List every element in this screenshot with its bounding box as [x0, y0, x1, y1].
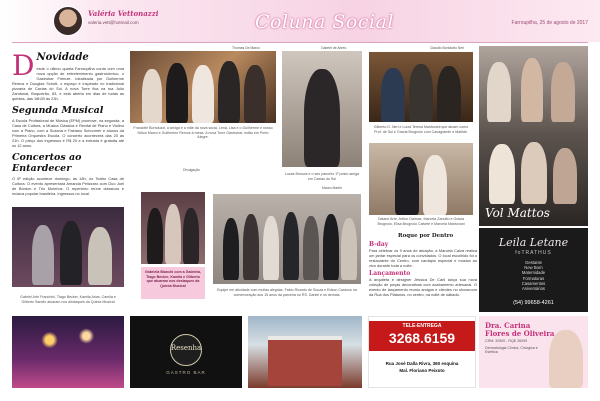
- doctor-prefix: Dra. Carina: [485, 321, 531, 330]
- photo-person: [147, 208, 163, 264]
- photo-person: [263, 216, 279, 280]
- segunda-heading: Segunda Musical: [12, 105, 104, 116]
- pink-caption: Gabriela Bianchi com a Gabriela, Tiago Becker, Kamila e Gilberto que atuaram nos destaques da Quinta Musical: [144, 270, 202, 288]
- photo-person: [192, 65, 214, 123]
- vol-brand: Vol Mattos: [485, 206, 550, 220]
- photo-group-opening: [130, 51, 276, 123]
- segunda-body: A Escola Profissional de Música (EPM) promove, na segunda, a Casa de Cultura, a Música Clássica e Recital de Piano e Violino com a Piano, com a Suzana e Fabiano Schonmer e alunos da Primeira Orquestra Escola. O concerto acontecerá das 20 às 21h. O preço dos ingressos é R$ 20 e a entrada é gratuita até os 12 anos.: [12, 118, 124, 148]
- photo-person: [487, 62, 511, 122]
- ad-event-hall[interactable]: [12, 316, 124, 388]
- novidade-body: esde o último quarta Farroupilha conta com uma nova opção de entretenimento gastronômico, o Gastrobar Firenze. Idealizada por Guilherme Remus e Douglas Schott, o espaço é inspirado no tradicional pizzaria de Caxias do Sul. A nova Torre fica na rua Julio Zandonai, Boqueirão, 83, e está aberta em dias de todas as quintas, das 18h30 às 23h.: [12, 66, 124, 101]
- ad-delivery[interactable]: [368, 316, 476, 388]
- delivery-address-2: Mal. Floriano Peixoto: [399, 368, 445, 373]
- left-text-column: [12, 48, 124, 196]
- photo-concert: [12, 207, 124, 287]
- photo-person: [60, 221, 82, 285]
- photo-bar-trio: [369, 52, 473, 122]
- photo-person: [521, 142, 547, 204]
- ad-photographer[interactable]: [479, 228, 588, 312]
- page-date: Farroupilha, 25 de agosto de 2017: [511, 20, 588, 26]
- concertos-heading: Concertos ao Entardecer: [12, 152, 82, 174]
- gastrobar-tag: GASTRO BAR: [166, 370, 206, 375]
- photo-credit: Gabriel de Abreu: [321, 46, 347, 50]
- service-item: Gestante: [525, 260, 542, 265]
- ad-dermatologist[interactable]: [479, 316, 588, 388]
- photo-person: [243, 214, 259, 280]
- photo-person: [551, 62, 575, 122]
- photo-person: [88, 227, 112, 285]
- service-item: Maternidade: [521, 270, 546, 276]
- ad-photographer-tag: foTRATHUS: [515, 250, 552, 256]
- ad-gastrobar[interactable]: [130, 316, 242, 388]
- photo-person: [165, 204, 181, 264]
- photo-person: [521, 58, 543, 122]
- photo-person: [183, 208, 199, 264]
- right-text-column: [369, 241, 477, 297]
- photo-person: [304, 69, 340, 167]
- photo-credit: Thomas De Marco: [232, 46, 260, 50]
- stage-lights: [22, 324, 114, 364]
- photo-person: [395, 157, 419, 215]
- photo-family-ad: [479, 46, 588, 226]
- photo-women-group: [141, 192, 205, 264]
- author-email[interactable]: valeria.vett@hotmail.com: [88, 20, 139, 25]
- photo-person: [423, 155, 447, 215]
- doctor-name: Flores de Oliveira: [485, 329, 555, 338]
- delivery-address: Rua José Dalla Rivra, 360 esquina: [385, 361, 459, 366]
- photo-group-caption: Franciele Bortoluzzi, a amiga e a mãe da nova sócia, Lena, Lisa e o Guilherme e nosso Nilton Marco e Guilherme Remus à mesa. A nova Torre Gastrobar, estão em Porto Alegre.: [133, 126, 273, 139]
- photo-couple: [369, 143, 473, 215]
- photo-portrait-caption: Lucas Broscia e o seu parceiro 1º posto amiga em Caxias do Sul: [284, 172, 360, 181]
- photo-bar-caption: Gilberto D. Neri e Luiza Teresa Mantovani que atuam como Prof. de Sul e Gracia Brugnolo com Casagrande e Matilde.: [373, 125, 469, 134]
- novidade-heading: Novidade: [36, 52, 89, 63]
- gastrobar-name: Resenha: [170, 344, 202, 352]
- service-item: Aniversários: [521, 286, 546, 292]
- novidade-section: [12, 49, 124, 101]
- photo-person: [142, 69, 162, 123]
- photo-couple-caption: Daiane Arte, Arthur Dalmaz, Marcela Zanotto e Gracia Brugnolo, Elisa Brugnolo Calvete e Marcela Mantovani: [377, 217, 465, 226]
- page-header: [0, 0, 600, 42]
- photo-team: [213, 194, 361, 284]
- photo-person: [303, 216, 319, 280]
- service-item: New Born: [524, 265, 543, 271]
- doctor-photo: [549, 330, 583, 388]
- roque-heading: Roque por Dentro: [398, 233, 454, 239]
- storefront-building: [268, 336, 342, 386]
- photo-person: [409, 64, 433, 122]
- author-avatar: [53, 6, 83, 36]
- photo-portrait: [282, 51, 362, 167]
- doctor-specialty: Dermatologia Clínica, Cirúrgica e Estética: [485, 346, 538, 355]
- photo-person: [218, 61, 240, 123]
- delivery-label: TELE-ENTREGA: [402, 323, 442, 329]
- photo-person: [223, 218, 239, 280]
- photo-team-caption: Equipe em atividade com muitas alegrias. Fabio Ricardo de Souza e Edson Cardoso na comemoração aos 15 anos da parceria no RS. Daniel e os demais.: [217, 288, 357, 297]
- photo-person: [489, 144, 515, 204]
- lancamento-heading: Lançamento: [369, 270, 411, 277]
- doctor-crm: CRM: 32500 - RQE 26099: [485, 339, 528, 343]
- service-item: Formaturas: [522, 275, 545, 281]
- photo-person: [553, 148, 577, 204]
- lancamento-body: A arquiteta e designer Jéssica De Carli lança sua nova coleção de peças decorativas com acabamento artesanal. O evento de lançamento reuniu amigos e clientes no showroom da Rua dos Plátanos, no centro, na noite de sábado.: [369, 277, 477, 297]
- ad-photographer-name: Leila Letane: [498, 236, 569, 249]
- service-item: Casamentos: [521, 280, 546, 286]
- ad-photographer-list: [479, 260, 588, 291]
- photo-person: [381, 68, 405, 122]
- photo-concert-caption: Gabriel Arte Franchini, Tiago Becker, Kamila Arias, Camila e Gilberto Sandin atuaram nos destaques da Quinta Musical: [20, 295, 116, 304]
- photo-credit: Claudio Bortolotto Neri: [430, 46, 465, 50]
- photo-person: [32, 225, 54, 285]
- header-divider: [12, 42, 588, 43]
- photo-person: [323, 214, 339, 280]
- photo-person: [341, 218, 357, 280]
- photo-person: [283, 212, 299, 280]
- ad-storefront[interactable]: [248, 316, 362, 388]
- concertos-body: O 6º edição acontece domingo, às 18h, no Teatro Casa de Cultura. O evento apresentará Amanda Pelizzaro com Duo Joel de Bórdon e Trio Moinhos. O repertório reúne clássicos e música popular brasileira. Ingressos no local.: [12, 176, 124, 196]
- bday-heading: B-day: [369, 241, 389, 248]
- photo-person: [166, 63, 188, 123]
- ad-photographer-phone[interactable]: (54) 99658-4261: [513, 300, 554, 306]
- photo-person: [437, 66, 461, 122]
- author-name: Valéria Vettonazzi: [88, 9, 159, 18]
- photo-pink-caption-box: [141, 267, 205, 299]
- bday-body: Para celebrar os 9 anos de atuação, a Marcela Calza realiza um jantar especial para os convidados. O local escolhido foi o restaurante do Centro, com cardápio especial e música ao vivo durante toda a noite.: [369, 248, 477, 268]
- dropcap-letter: D: [12, 49, 35, 82]
- page-title: Coluna Social: [255, 11, 394, 33]
- photo-credit: Divulgação: [183, 168, 200, 172]
- photo-person: [244, 65, 266, 123]
- photo-credit: Mauro Martin: [322, 186, 342, 190]
- delivery-phone[interactable]: 3268.6159: [388, 330, 456, 346]
